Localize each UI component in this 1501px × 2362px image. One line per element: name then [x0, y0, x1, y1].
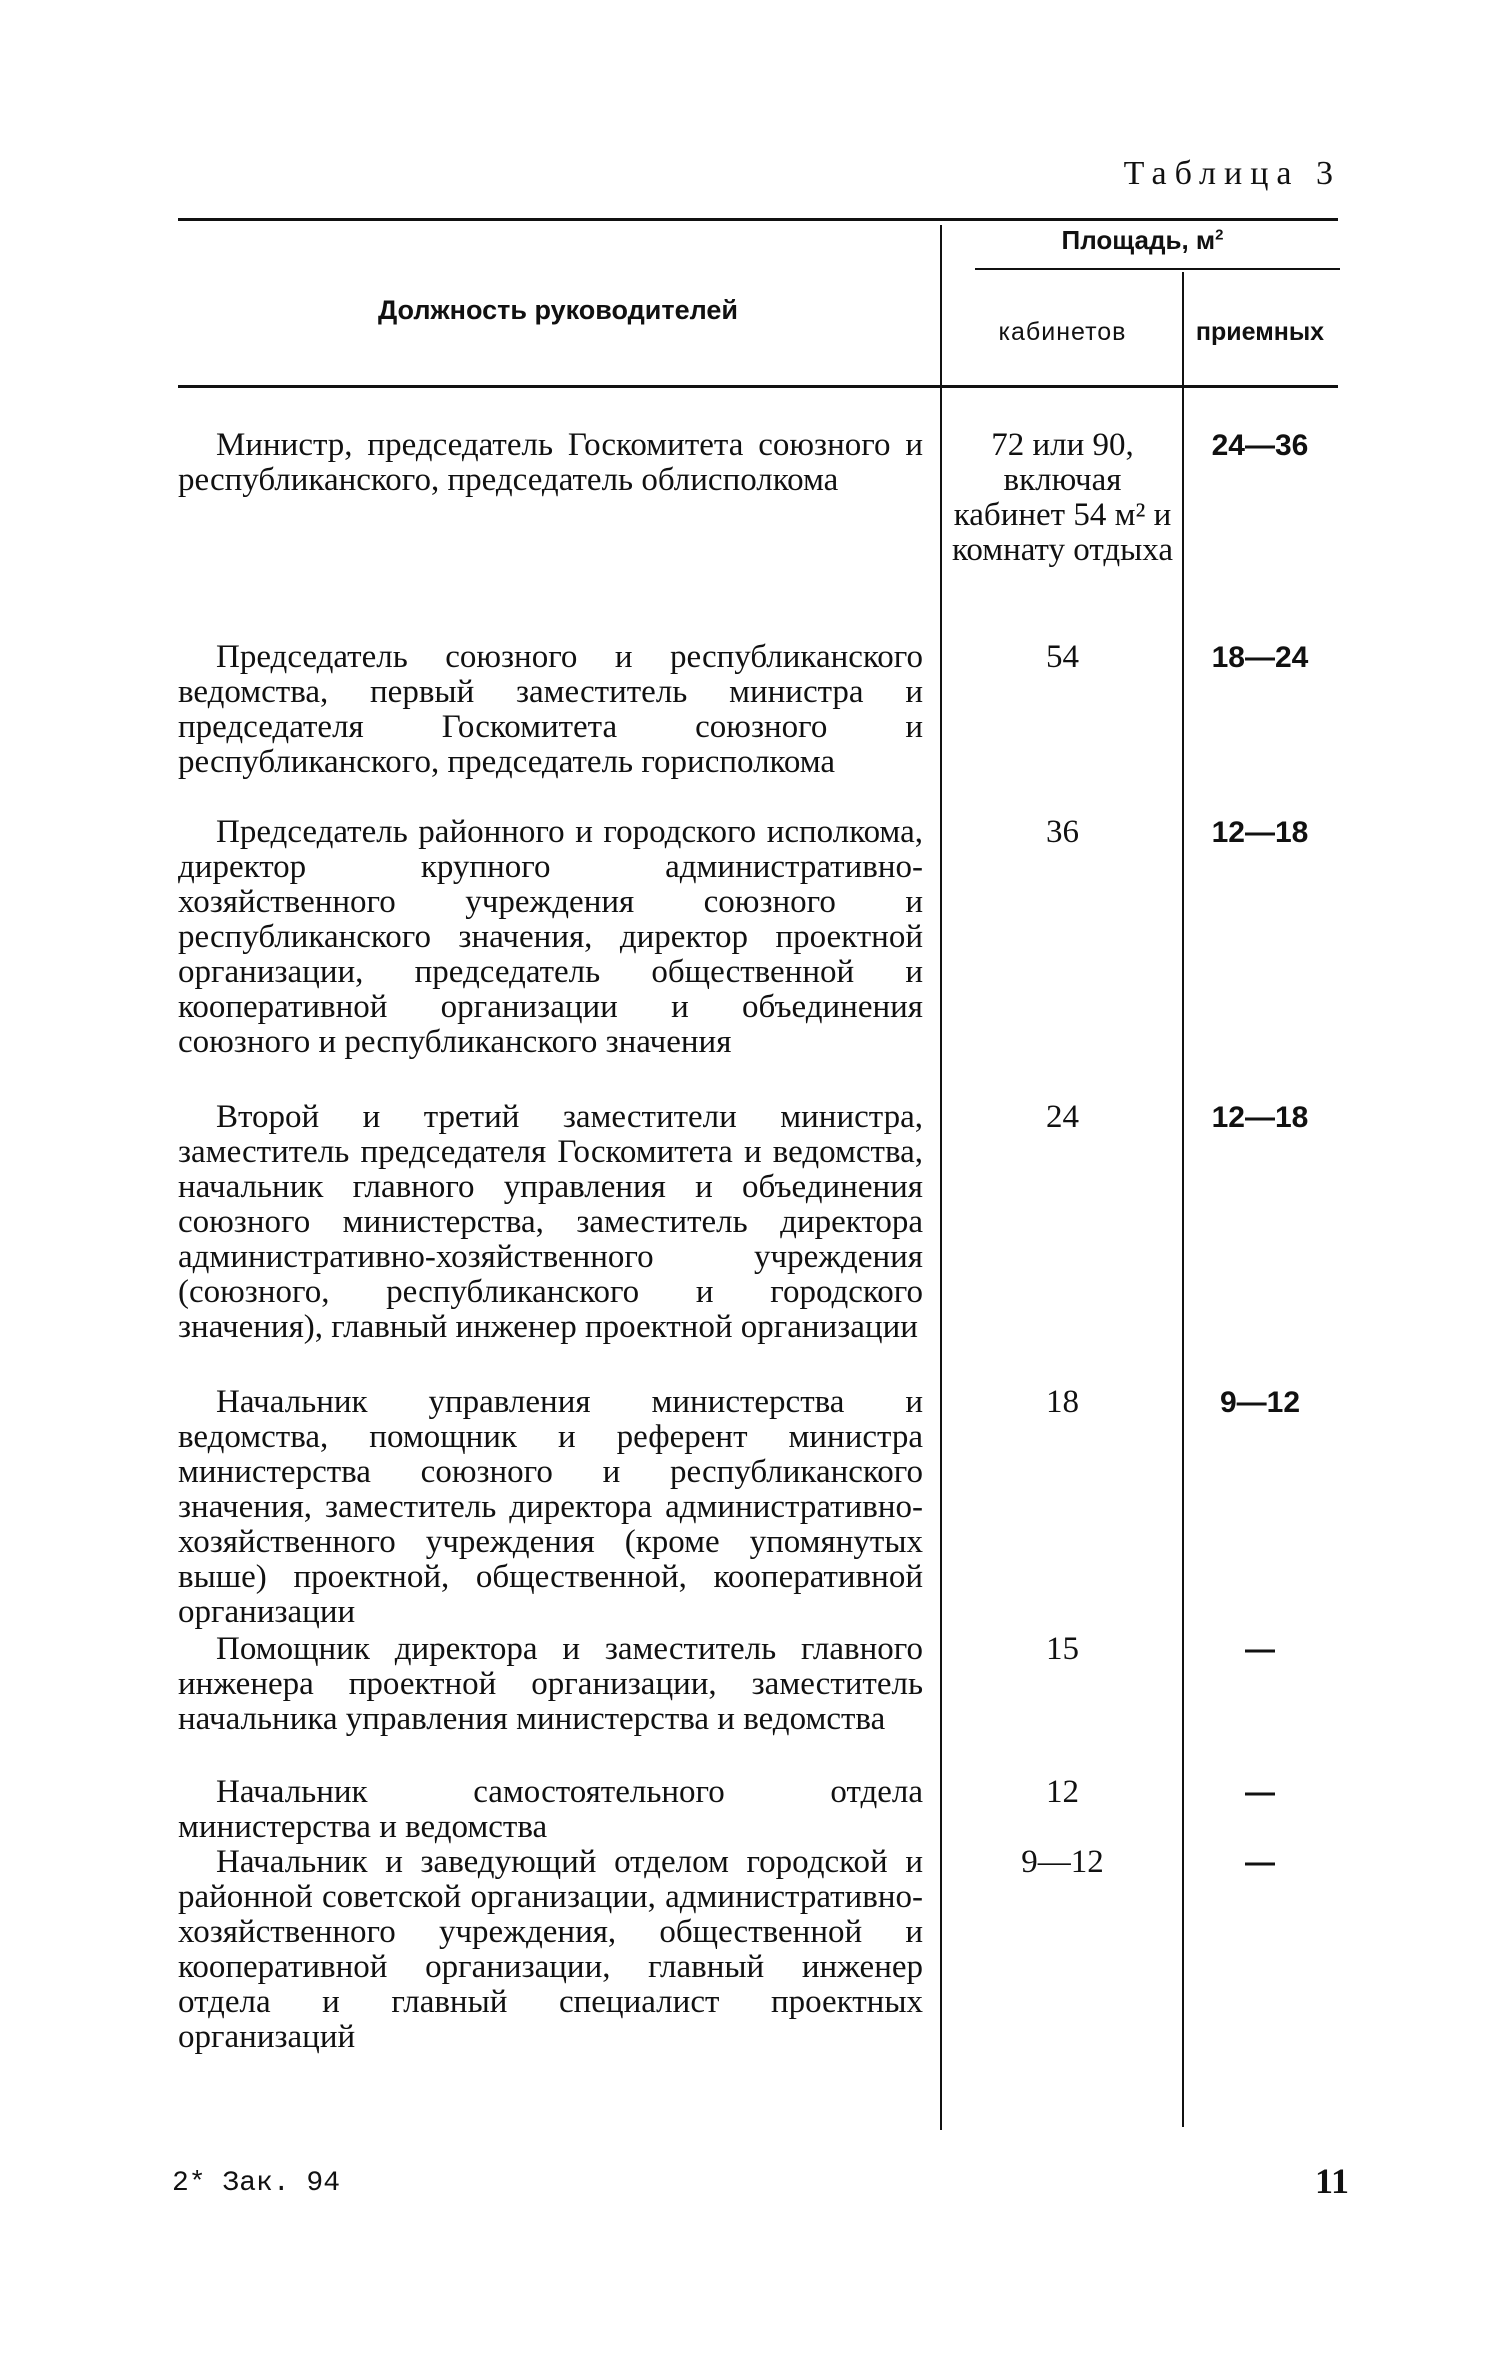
- row-reception: —: [1245, 1633, 1275, 1666]
- column-divider-1: [940, 225, 942, 2130]
- row-offices: 9—12: [1021, 1844, 1104, 1880]
- row-offices: 24: [1046, 1099, 1079, 1135]
- row-reception: 12—18: [1211, 816, 1309, 849]
- header-offices: кабинетов: [998, 318, 1127, 346]
- row-position: Председатель союзного и республиканского ведомства, первый заместитель министра и председателя Госкомитета союзного и республиканского, председатель горисполкома: [178, 639, 923, 780]
- row-position: Начальник и заведующий отделом городской и районной советской организации, административно-хозяйственного учреждения, общественной и кооперативной организации, главный инженер отдела и главный специалист проектных организаций: [178, 1844, 923, 2055]
- row-offices: 54: [1046, 639, 1079, 675]
- row-offices: 72 или 90, включая кабинет 54 м² и комнату отдыха: [951, 427, 1174, 568]
- row-position: Председатель районного и городского исполкома, директор крупного административно-хозяйственного учреждения союзного и республиканского значения, директор проектной организации, председатель общественной и кооперативной организации и объединения союзного и республиканского значения: [178, 814, 923, 1060]
- row-reception: 12—18: [1211, 1101, 1309, 1134]
- print-mark: 2* Зак. 94: [172, 2168, 341, 2199]
- row-position: Помощник директора и заместитель главного инженера проектной организации, заместитель начальника управления министерства и ведомства: [178, 1631, 923, 1737]
- header-position: Должность руководителей: [377, 295, 739, 325]
- area-subheader-rule: [975, 268, 1340, 270]
- table-title: Таблица 3: [1123, 155, 1341, 192]
- row-position: Министр, председатель Госкомитета союзного и республиканского, председатель облисполкома: [178, 427, 923, 498]
- row-offices: 18: [1046, 1384, 1079, 1420]
- row-offices: 36: [1046, 814, 1079, 850]
- top-rule: [178, 218, 1338, 221]
- header-area-unit: 2: [1215, 226, 1224, 244]
- header-bottom-rule: [178, 385, 1338, 388]
- header-area: [945, 225, 1340, 256]
- row-position: Начальник управления министерства и ведомства, помощник и референт министра министерства союзного и республиканского значения, заместитель директора административно-хозяйственного учреждения (кроме упомянутых выше) проектной, общественной, кооперативной организации: [178, 1384, 923, 1630]
- row-offices: 15: [1046, 1631, 1079, 1667]
- row-position: Начальник самостоятельного отдела министерства и ведомства: [178, 1774, 923, 1845]
- row-reception: 24—36: [1211, 429, 1309, 462]
- row-reception: 18—24: [1211, 641, 1309, 674]
- header-reception: приемных: [1195, 318, 1325, 346]
- column-divider-2: [1182, 272, 1184, 2127]
- header-area-label: Площадь, м: [1061, 225, 1216, 255]
- row-reception: —: [1245, 1776, 1275, 1809]
- page-number: 11: [1315, 2161, 1350, 2201]
- row-position: Второй и третий заместители министра, заместитель председателя Госкомитета и ведомства, начальник главного управления и объединения союзного министерства, заместитель директора административно-хозяйственного учреждения (союзного, республиканского и городского значения), главный инженер проектной организации: [178, 1099, 923, 1345]
- row-offices: 12: [1046, 1774, 1079, 1810]
- row-reception: 9—12: [1219, 1386, 1301, 1419]
- row-reception: —: [1245, 1846, 1275, 1879]
